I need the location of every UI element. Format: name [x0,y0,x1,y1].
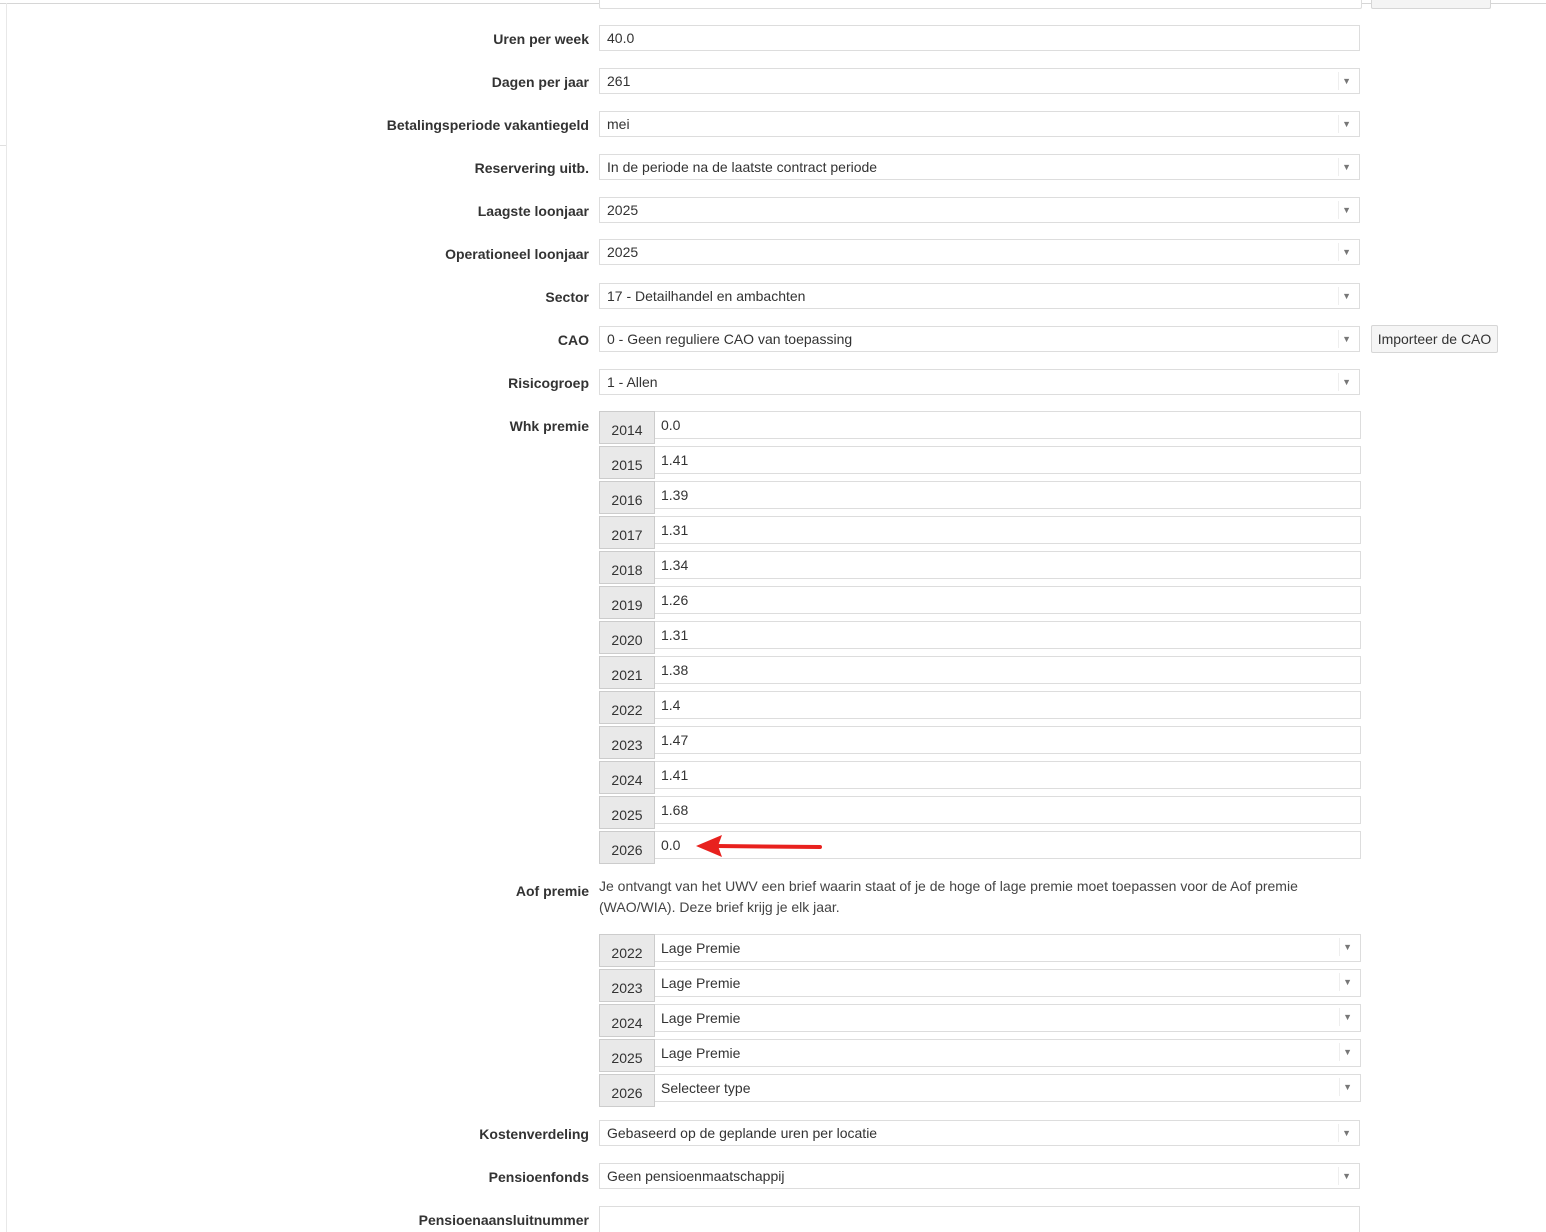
whk-premie-input[interactable] [655,656,1361,684]
red-arrow-annotation-icon [690,832,825,862]
kostenverdeling-select[interactable] [599,1120,1360,1146]
select-divider [1339,1008,1340,1026]
whk-premie-row [599,621,1362,654]
whk-premie-input[interactable] [655,726,1361,754]
operationeel-loonjaar-select[interactable] [599,239,1360,265]
whk-premie-input[interactable] [655,516,1361,544]
aof-premie-value: Lage Premie [661,1045,741,1061]
sector-value: 17 - Detailhandel en ambachten [607,288,806,304]
aof-premie-year-addon: 2024 [599,1004,655,1037]
whk-premie-row [599,411,1362,444]
select-divider [1338,115,1339,133]
reservering-select[interactable] [599,154,1360,180]
select-divider [1338,1124,1339,1142]
whk-premie-row [599,446,1362,479]
whk-premie-year-addon: 2018 [599,551,655,584]
previous-button-stub[interactable] [1371,0,1491,9]
whk-premie-input[interactable] [655,621,1361,649]
whk-premie-input[interactable] [655,761,1361,789]
risicogroep-value: 1 - Allen [607,374,658,390]
whk-premie-year-addon: 2019 [599,586,655,619]
aof-premie-year-addon: 2022 [599,934,655,967]
pensioenaansluitnummer-input[interactable] [599,1206,1360,1232]
select-divider [1339,1078,1340,1096]
operationeel-loonjaar-label: Operationeel loonjaar [445,246,589,262]
uren-per-week-label: Uren per week [493,31,589,47]
select-divider [1339,938,1340,956]
chevron-down-icon: ▼ [1343,1047,1352,1057]
whk-premie-year-addon: 2024 [599,761,655,794]
whk-premie-row [599,796,1362,829]
aof-premie-year-addon: 2025 [599,1039,655,1072]
whk-premie-row [599,761,1362,794]
whk-premie-row [599,691,1362,724]
laagste-loonjaar-select[interactable] [599,197,1360,223]
select-divider [1338,287,1339,305]
select-divider [1339,973,1340,991]
aof-premie-select[interactable] [655,969,1361,997]
cao-select[interactable] [599,326,1360,352]
cao-value: 0 - Geen reguliere CAO van toepassing [607,331,853,347]
aof-premie-year-addon: 2026 [599,1074,655,1107]
aof-premie-row [599,969,1362,1002]
select-divider [1338,243,1339,261]
whk-premie-input[interactable] [655,586,1361,614]
select-divider [1338,330,1339,348]
laagste-loonjaar-value: 2025 [607,202,639,218]
reservering-value: In de periode na de laatste contract periode [607,159,878,175]
aof-premie-row [599,1074,1362,1107]
importeer-cao-button[interactable]: Importeer de CAO [1371,325,1498,353]
whk-premie-year-addon: 2023 [599,726,655,759]
whk-premie-value: 1.47 [661,732,689,748]
whk-premie-value: 1.41 [661,767,689,783]
sector-label: Sector [545,289,589,305]
whk-premie-year-addon: 2015 [599,446,655,479]
betalingsperiode-label: Betalingsperiode vakantiegeld [386,117,589,133]
chevron-down-icon: ▼ [1342,162,1351,172]
whk-premie-input[interactable] [655,411,1361,439]
cao-label: CAO [557,332,589,348]
chevron-down-icon: ▼ [1342,1128,1351,1138]
whk-premie-value: 1.26 [661,592,689,608]
aof-premie-row [599,1004,1362,1037]
risicogroep-label: Risicogroep [508,375,589,391]
whk-premie-year-addon: 2014 [599,411,655,444]
operationeel-loonjaar-value: 2025 [607,244,639,260]
whk-premie-row [599,516,1362,549]
betalingsperiode-value: mei [607,116,630,132]
left-panel-tick [0,145,6,146]
whk-premie-value: 1.38 [661,662,689,678]
reservering-label: Reservering uitb. [474,160,589,176]
kostenverdeling-label: Kostenverdeling [479,1126,589,1142]
chevron-down-icon: ▼ [1342,1171,1351,1181]
risicogroep-select[interactable] [599,369,1360,395]
aof-help-text: Je ontvangt van het UWV een brief waarin staat of je de hoge of lage premie moet toepassen voor de Aof premie (WAO/WIA). Deze brief krijg je elk jaar. [599,878,1298,915]
whk-premie-value: 1.4 [661,697,681,713]
whk-premie-row [599,586,1362,619]
dagen-per-jaar-select[interactable] [599,68,1360,94]
chevron-down-icon: ▼ [1342,119,1351,129]
chevron-down-icon: ▼ [1343,977,1352,987]
select-divider [1339,1043,1340,1061]
uren-per-week-value: 40.0 [607,30,635,46]
betalingsperiode-select[interactable] [599,111,1360,137]
select-divider [1338,158,1339,176]
pensioenfonds-value: Geen pensioenmaatschappij [607,1168,785,1184]
whk-premie-value: 1.68 [661,802,689,818]
whk-premie-value: 0.0 [661,417,681,433]
aof-premie-value: Lage Premie [661,1010,741,1026]
select-divider [1338,72,1339,90]
chevron-down-icon: ▼ [1343,1082,1352,1092]
whk-premie-row [599,551,1362,584]
whk-premie-row [599,481,1362,514]
whk-premie-value: 1.41 [661,452,689,468]
dagen-per-jaar-value: 261 [607,73,631,89]
uren-per-week-input[interactable] [599,25,1360,51]
chevron-down-icon: ▼ [1343,1012,1352,1022]
whk-premie-input[interactable] [655,446,1361,474]
aof-premie-row [599,934,1362,967]
whk-premie-year-addon: 2025 [599,796,655,829]
aof-premie-select[interactable] [655,934,1361,962]
aof-premie-value: Lage Premie [661,975,741,991]
whk-premie-value: 0.0 [661,837,681,853]
whk-premie-value: 1.34 [661,557,689,573]
select-divider [1338,373,1339,391]
pensioenfonds-label: Pensioenfonds [488,1169,589,1185]
left-panel-edge [6,3,7,1232]
dagen-per-jaar-label: Dagen per jaar [491,74,589,90]
chevron-down-icon: ▼ [1342,205,1351,215]
whk-premie-year-addon: 2022 [599,691,655,724]
aof-premie-select[interactable] [655,1004,1361,1032]
whk-premie-year-addon: 2026 [599,831,655,864]
sector-select[interactable] [599,283,1360,309]
whk-premie-input[interactable] [655,691,1361,719]
aof-premie-year-addon: 2023 [599,969,655,1002]
whk-premie-row [599,726,1362,759]
whk-premie-input[interactable] [655,796,1361,824]
whk-premie-year-addon: 2017 [599,516,655,549]
aof-premie-select[interactable] [655,1074,1361,1102]
laagste-loonjaar-label: Laagste loonjaar [477,203,589,219]
whk-premie-input[interactable] [655,481,1361,509]
chevron-down-icon: ▼ [1342,76,1351,86]
chevron-down-icon: ▼ [1342,247,1351,257]
whk-premie-value: 1.31 [661,627,689,643]
chevron-down-icon: ▼ [1343,942,1352,952]
whk-premie-label: Whk premie [509,418,589,434]
chevron-down-icon: ▼ [1342,377,1351,387]
select-divider [1338,1167,1339,1185]
aof-premie-row [599,1039,1362,1072]
whk-premie-year-addon: 2021 [599,656,655,689]
whk-premie-value: 1.39 [661,487,689,503]
aof-premie-label: Aof premie [515,883,589,899]
aof-premie-value: Selecteer type [661,1080,751,1096]
previous-field-stub[interactable] [599,0,1362,9]
kostenverdeling-value: Gebaseerd op de geplande uren per locatie [607,1125,878,1141]
whk-premie-year-addon: 2020 [599,621,655,654]
whk-premie-input[interactable] [655,551,1361,579]
chevron-down-icon: ▼ [1342,291,1351,301]
select-divider [1338,201,1339,219]
pensioenfonds-select[interactable] [599,1163,1360,1189]
aof-premie-value: Lage Premie [661,940,741,956]
pensioenaansluitnummer-label: Pensioenaansluitnummer [418,1212,589,1228]
whk-premie-value: 1.31 [661,522,689,538]
chevron-down-icon: ▼ [1342,334,1351,344]
whk-premie-year-addon: 2016 [599,481,655,514]
aof-premie-select[interactable] [655,1039,1361,1067]
whk-premie-row [599,656,1362,689]
